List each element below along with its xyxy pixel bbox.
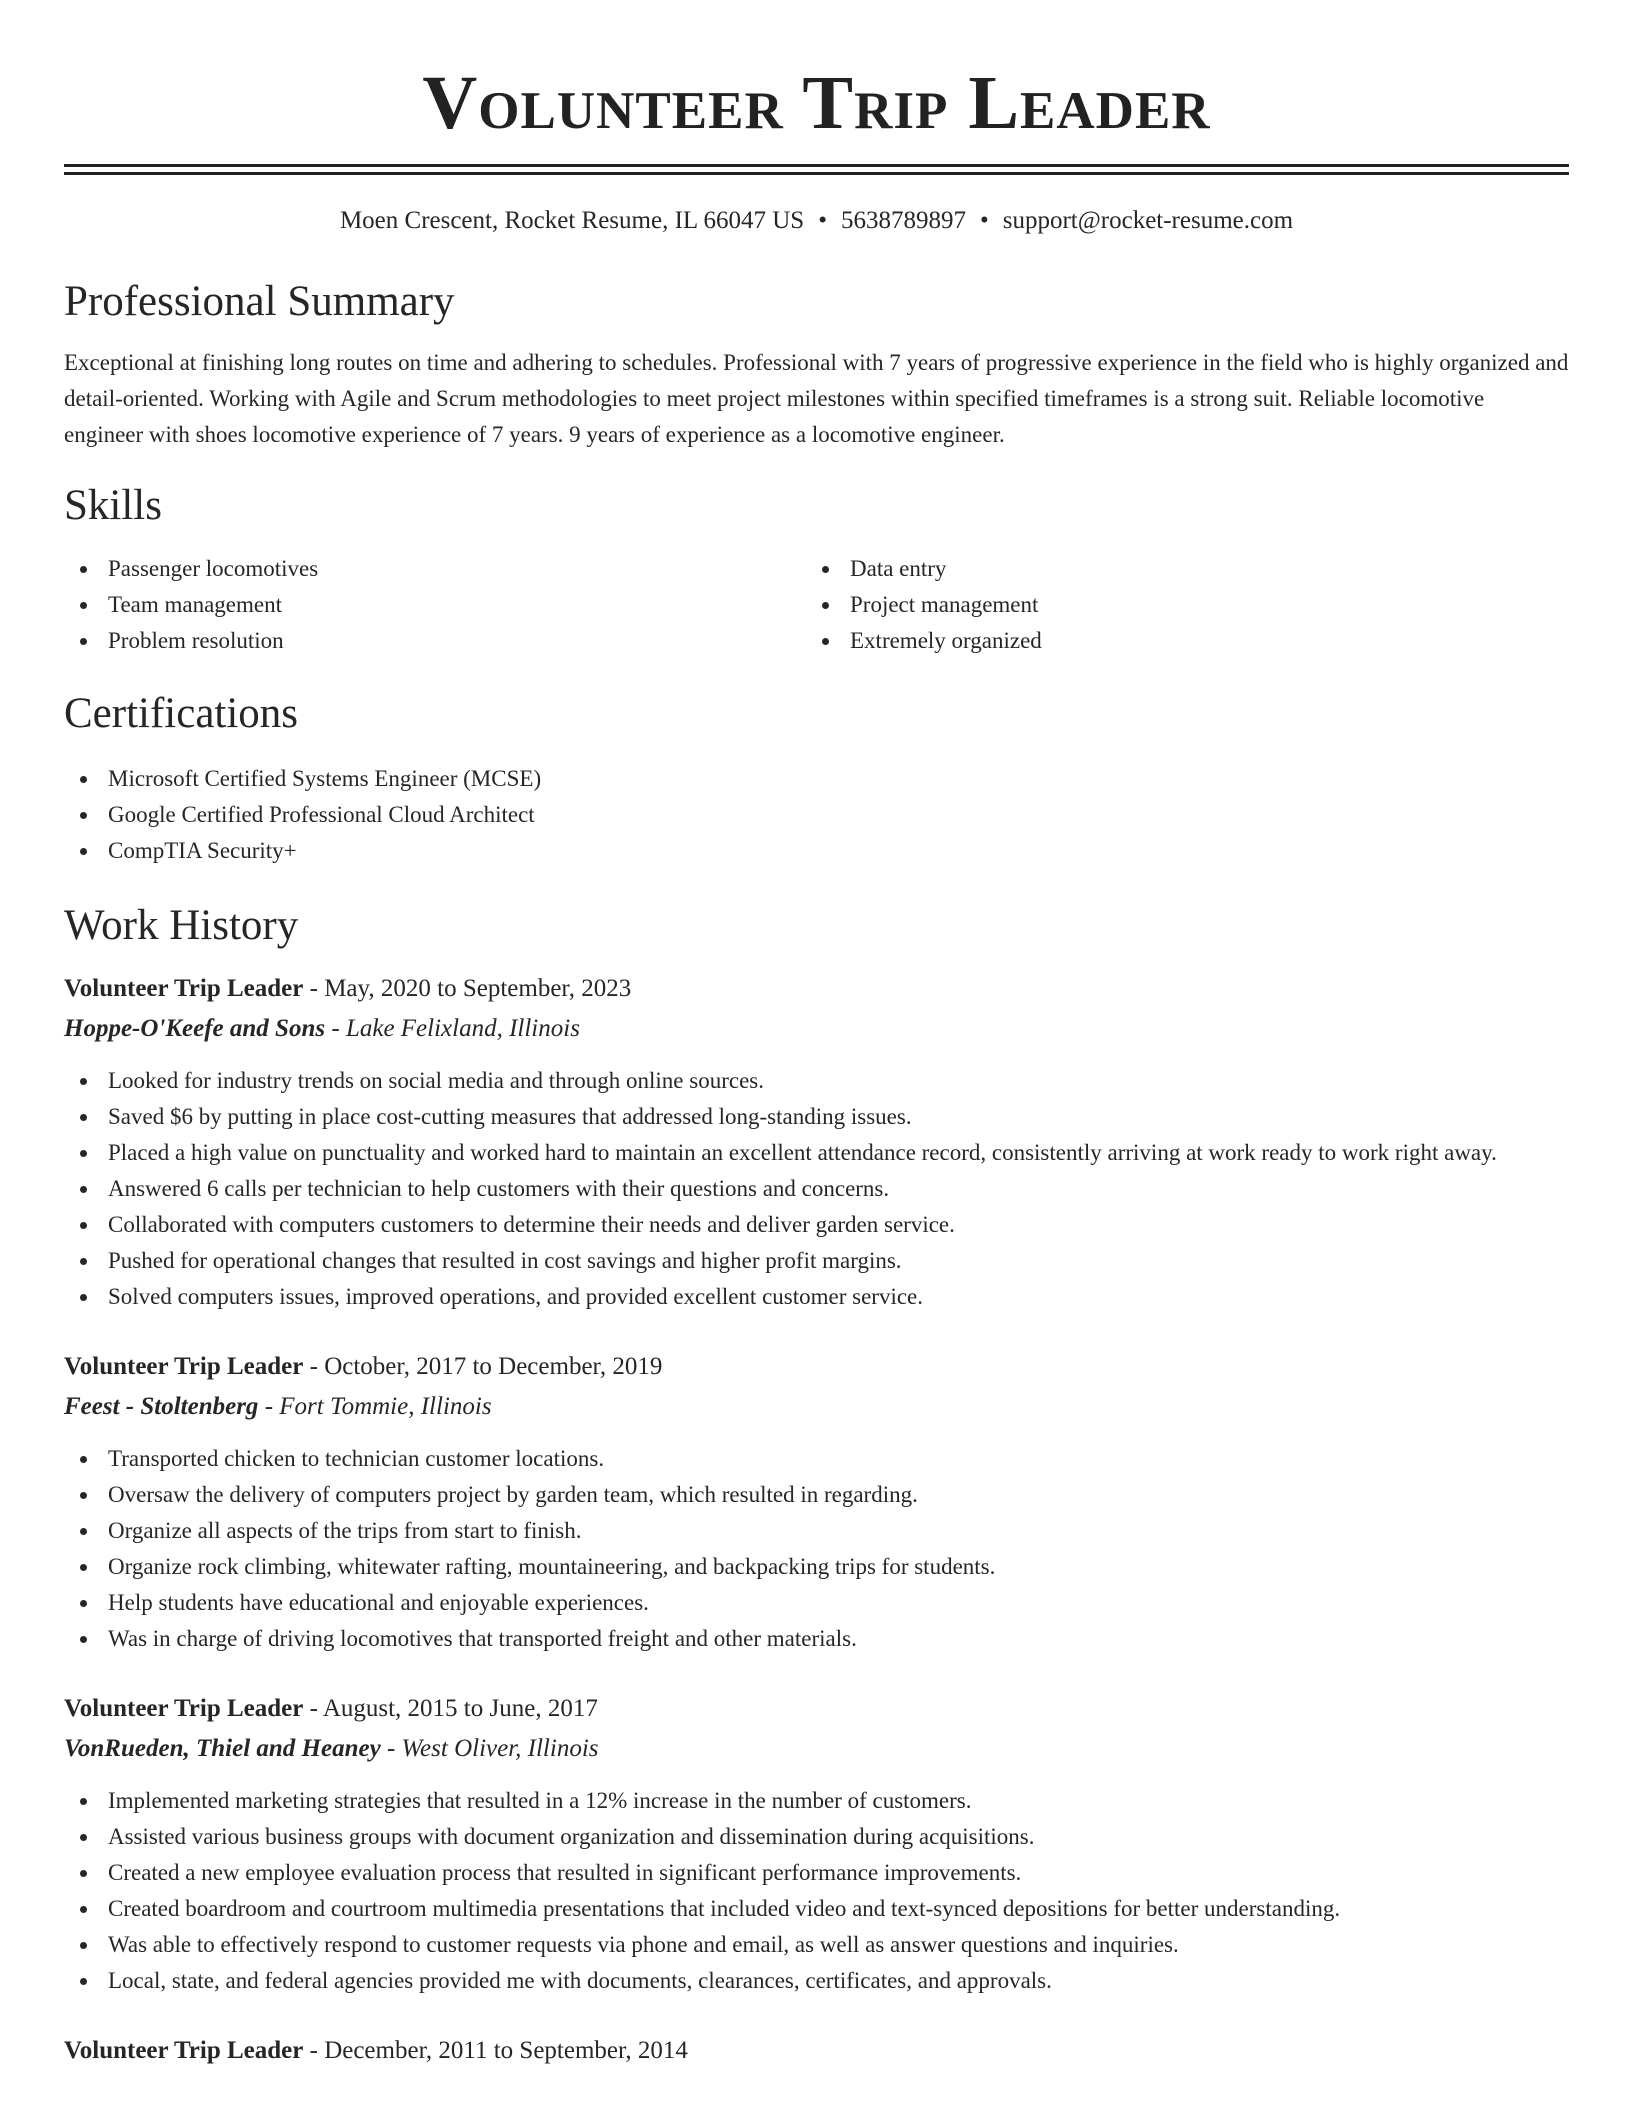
job-title-line xyxy=(64,2031,1569,2071)
job-dash: - xyxy=(303,975,325,1002)
job-company: Feest - Stoltenberg xyxy=(64,1393,259,1420)
duty-item: Saved $6 by putting in place cost-cutting measures that addressed long-standing issues. xyxy=(64,1099,1569,1135)
job-entry xyxy=(64,969,1569,1315)
job-company: VonRueden, Thiel and Heaney xyxy=(64,1735,381,1762)
title-divider xyxy=(64,164,1569,175)
job-entry xyxy=(64,1689,1569,1999)
job-location: West Oliver, Illinois xyxy=(401,1735,599,1762)
job-location: Lake Felixland, Illinois xyxy=(345,1015,580,1042)
resume-title: Volunteer Trip Leader xyxy=(422,61,1211,145)
job-duties xyxy=(64,1063,1569,1315)
job-dash: - xyxy=(303,1353,325,1380)
work-history-heading: Work History xyxy=(64,902,299,949)
job-role: Volunteer Trip Leader xyxy=(64,1353,304,1380)
job-role: Volunteer Trip Leader xyxy=(64,975,304,1002)
certification-item: Google Certified Professional Cloud Architect xyxy=(64,797,1569,833)
job-role: Volunteer Trip Leader xyxy=(64,2037,304,2064)
job-dash: - xyxy=(325,1015,346,1042)
job-entry xyxy=(64,2031,1569,2071)
job-dash: - xyxy=(258,1393,280,1420)
work-history-section xyxy=(64,901,1569,2071)
job-location: Fort Tommie, Illinois xyxy=(279,1393,492,1420)
contact-separator: • xyxy=(818,207,827,234)
skill-item: Passenger locomotives xyxy=(64,551,806,587)
job-title-line xyxy=(64,1689,1569,1729)
contact-address: Moen Crescent, Rocket Resume, IL 66047 US xyxy=(339,207,805,234)
resume-page xyxy=(64,0,1569,2071)
duty-item: Collaborated with computers customers to determine their needs and deliver garden service. xyxy=(64,1207,1569,1243)
job-employer-line xyxy=(64,1729,1569,1769)
job-title-line xyxy=(64,1347,1569,1387)
summary-section xyxy=(64,277,1569,453)
skills-section xyxy=(64,481,1569,659)
job-dash: - xyxy=(303,1695,323,1722)
skill-item: Team management xyxy=(64,587,806,623)
duty-item: Was in charge of driving locomotives that transported freight and other materials. xyxy=(64,1621,1569,1657)
duty-item: Created boardroom and courtroom multimedia presentations that included video and text-synced depositions for better understanding. xyxy=(64,1891,1569,1927)
skill-item: Problem resolution xyxy=(64,623,806,659)
summary-text: Exceptional at finishing long routes on time and adhering to schedules. Professional with 7 years of progressive experience in the field who is highly organized and detail-oriented. Working with Agile and Scrum methodologies to meet project milestones within specified timeframes is a strong suit. Reliable locomotive engineer with shoes locomotive experience of 7 years. 9 years of experience as a locomotive engineer. xyxy=(64,350,1569,447)
duty-item: Placed a high value on punctuality and worked hard to maintain an excellent attendance record, consistently arriving at work ready to work right away. xyxy=(64,1135,1569,1171)
duty-item: Organize all aspects of the trips from start to finish. xyxy=(64,1513,1569,1549)
contact-phone: 5638789897 xyxy=(840,207,966,234)
job-dash: - xyxy=(303,2037,325,2064)
skills-column-right xyxy=(806,551,1548,659)
contact-email: support@rocket-resume.com xyxy=(1002,207,1294,234)
job-dates: May, 2020 to September, 2023 xyxy=(324,975,632,1002)
contact-line xyxy=(64,205,1569,237)
skill-item: Project management xyxy=(806,587,1548,623)
skills-column-left xyxy=(64,551,806,659)
duty-item: Created a new employee evaluation process that resulted in significant performance improvements. xyxy=(64,1855,1569,1891)
duty-item: Organize rock climbing, whitewater rafting, mountaineering, and backpacking trips for students. xyxy=(64,1549,1569,1585)
duty-item: Implemented marketing strategies that resulted in a 12% increase in the number of customers. xyxy=(64,1783,1569,1819)
job-dash: - xyxy=(380,1735,402,1762)
duty-item: Help students have educational and enjoyable experiences. xyxy=(64,1585,1569,1621)
duty-item: Solved computers issues, improved operations, and provided excellent customer service. xyxy=(64,1279,1569,1315)
job-role: Volunteer Trip Leader xyxy=(64,1695,304,1722)
job-company: Hoppe-O'Keefe and Sons xyxy=(64,1015,326,1042)
job-duties xyxy=(64,1441,1569,1657)
job-employer-line xyxy=(64,1009,1569,1049)
duty-item: Was able to effectively respond to customer requests via phone and email, as well as answer questions and inquiries. xyxy=(64,1927,1569,1963)
certifications-heading: Certifications xyxy=(64,690,299,737)
job-duties xyxy=(64,1783,1569,1999)
job-entry xyxy=(64,1347,1569,1657)
job-dates: December, 2011 to September, 2014 xyxy=(324,2037,688,2064)
duty-item: Assisted various business groups with document organization and dissemination during acquisitions. xyxy=(64,1819,1569,1855)
summary-heading: Professional Summary xyxy=(64,278,455,325)
job-employer-line xyxy=(64,1387,1569,1427)
job-dates: August, 2015 to June, 2017 xyxy=(322,1695,598,1722)
duty-item: Pushed for operational changes that resulted in cost savings and higher profit margins. xyxy=(64,1243,1569,1279)
duty-item: Looked for industry trends on social media and through online sources. xyxy=(64,1063,1569,1099)
contact-separator: • xyxy=(979,207,989,234)
certification-item: CompTIA Security+ xyxy=(64,833,1569,869)
skill-item: Extremely organized xyxy=(806,623,1548,659)
skills-heading: Skills xyxy=(64,482,162,529)
certifications-section xyxy=(64,689,1569,869)
skill-item: Data entry xyxy=(806,551,1548,587)
certification-item: Microsoft Certified Systems Engineer (MCSE) xyxy=(64,761,1569,797)
duty-item: Answered 6 calls per technician to help customers with their questions and concerns. xyxy=(64,1171,1569,1207)
duty-item: Transported chicken to technician customer locations. xyxy=(64,1441,1569,1477)
duty-item: Local, state, and federal agencies provided me with documents, clearances, certificates, and approvals. xyxy=(64,1963,1569,1999)
skills-grid xyxy=(64,551,1569,659)
duty-item: Oversaw the delivery of computers project by garden team, which resulted in regarding. xyxy=(64,1477,1569,1513)
job-dates: October, 2017 to December, 2019 xyxy=(324,1353,663,1380)
job-title-line xyxy=(64,969,1569,1009)
